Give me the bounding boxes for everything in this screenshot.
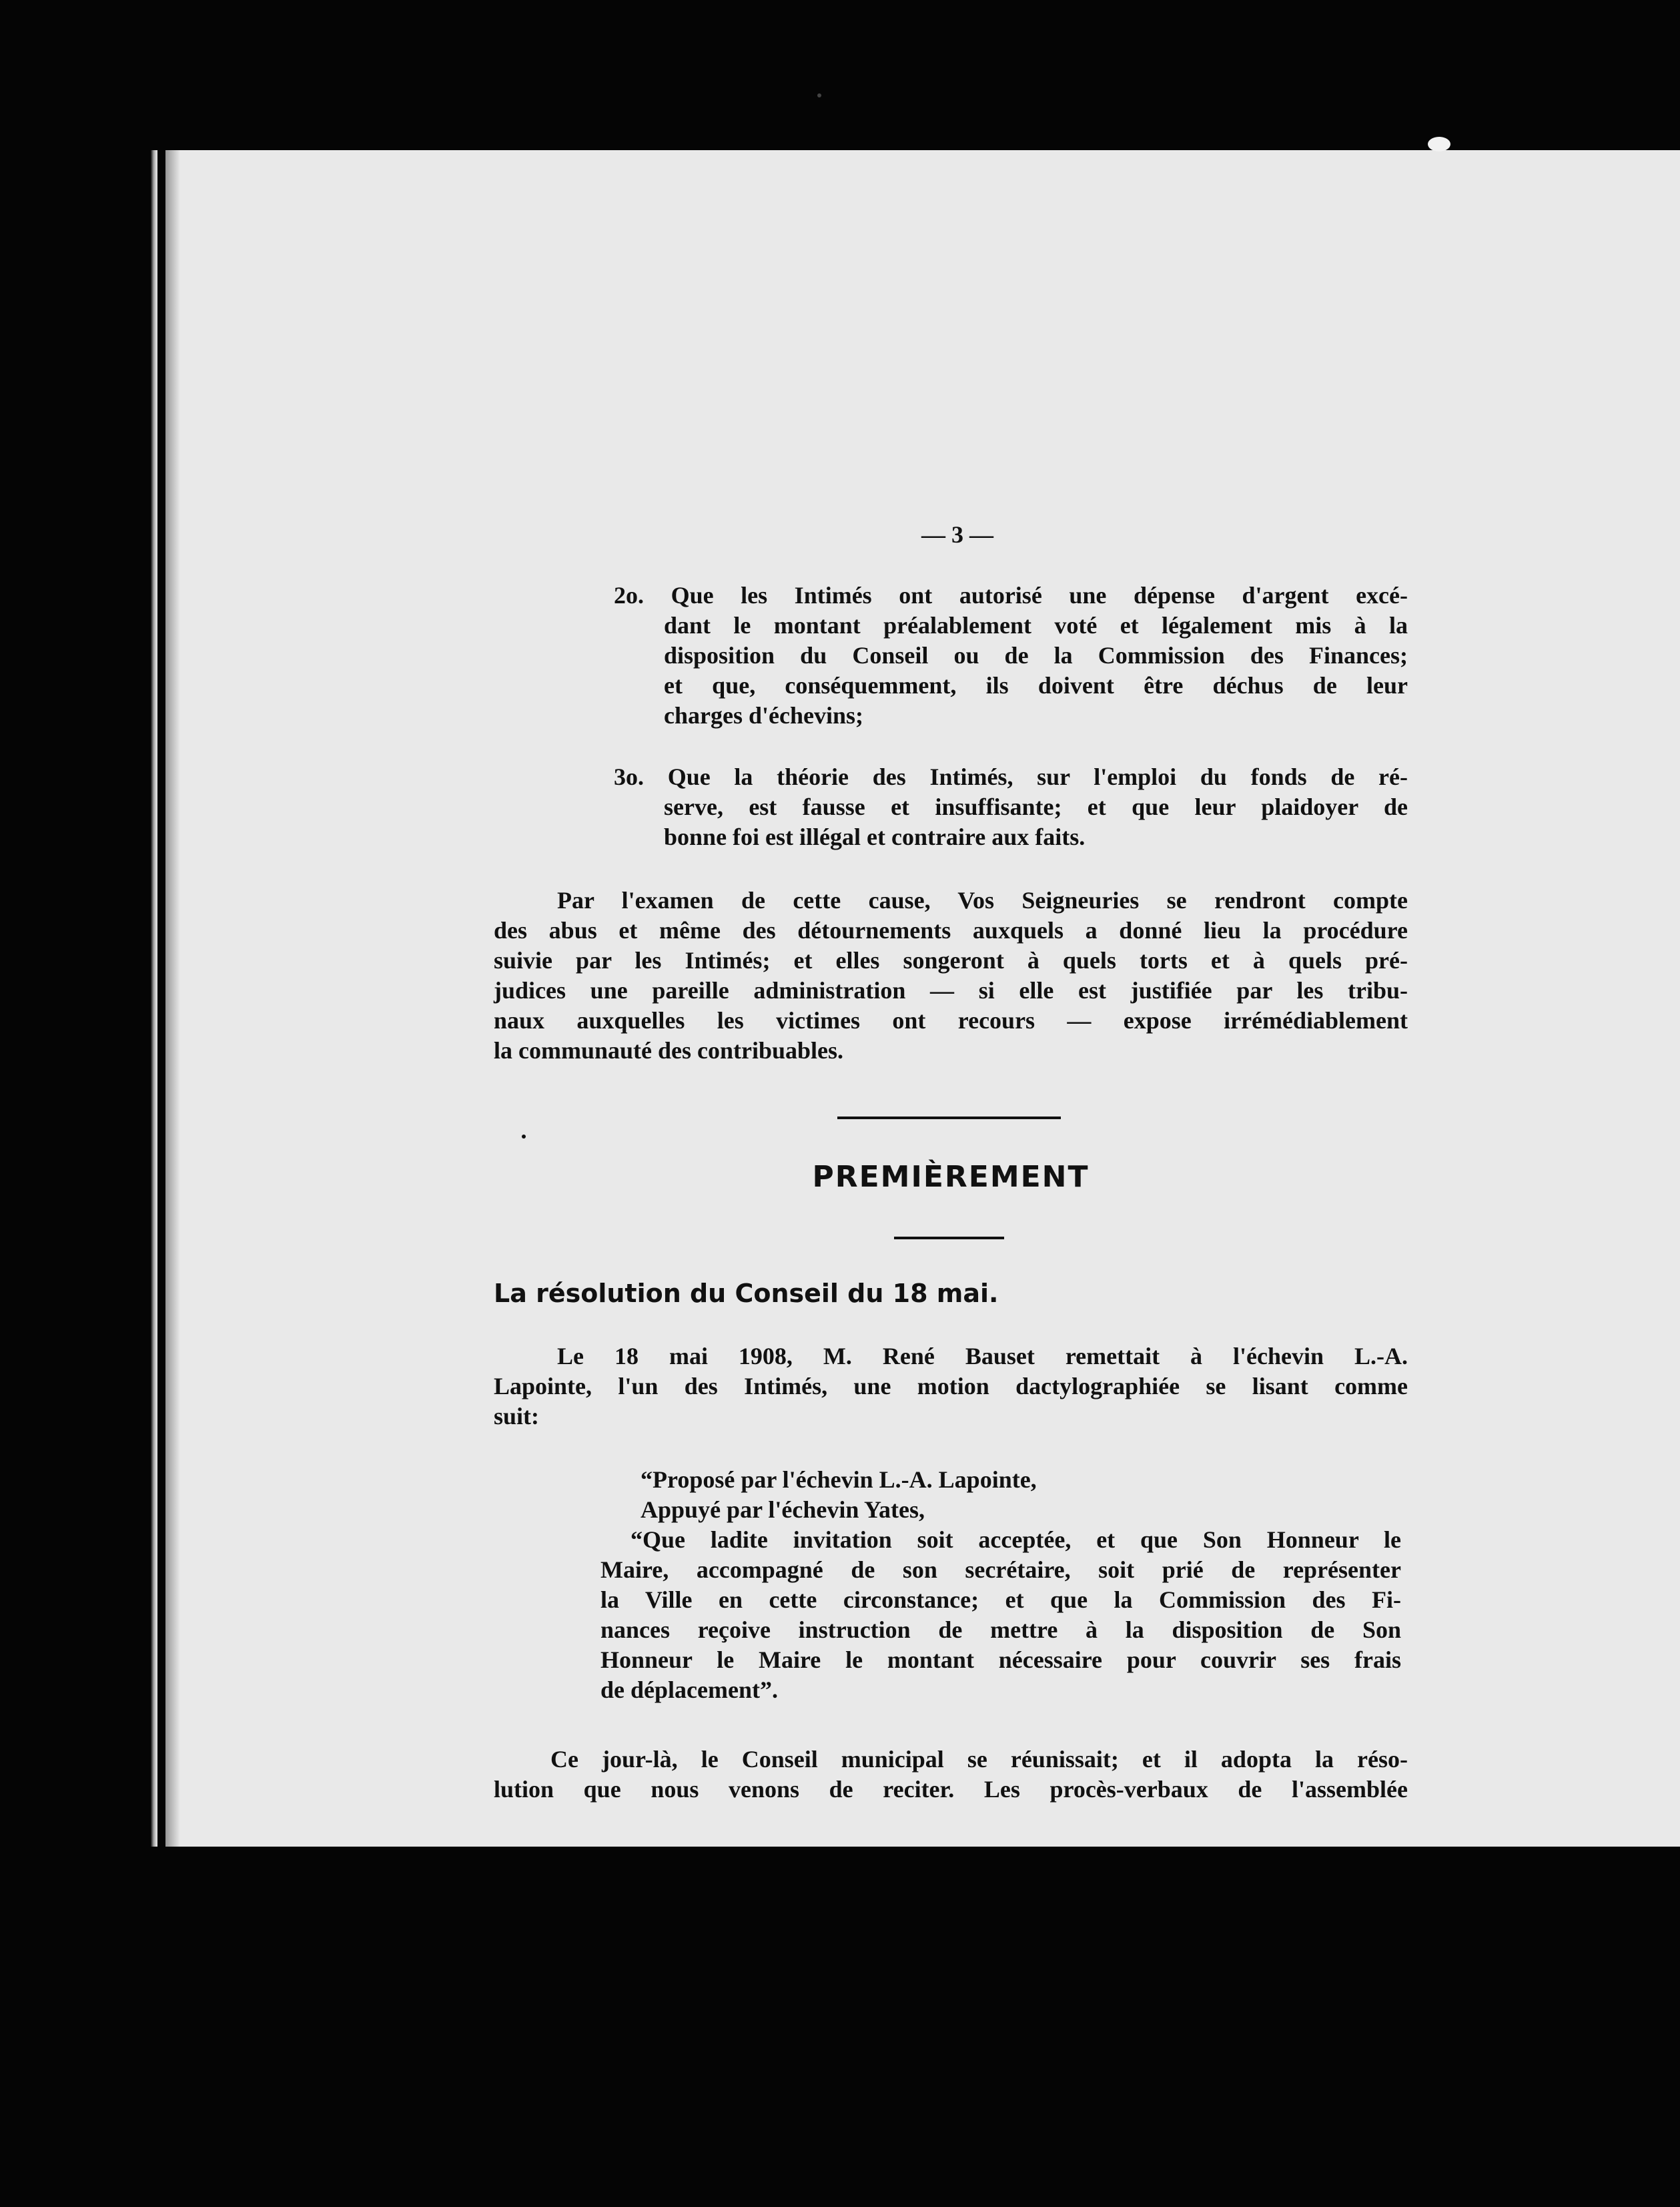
- subheading: La résolution du Conseil du 18 mai.: [494, 1279, 999, 1308]
- section-heading: PREMIÈREMENT: [812, 1160, 1090, 1194]
- text-line: naux auxquelles les victimes ont recours — expose irrémédiablement: [494, 1007, 1408, 1034]
- text-line: Honneur le Maire le montant nécessaire pour couvrir ses frais: [600, 1646, 1401, 1673]
- text-line: et que, conséquemment, ils doivent être déchus de leur: [664, 672, 1408, 699]
- page-number: — 3 —: [921, 521, 993, 548]
- text-line: la Ville en cette circonstance; et que la Commission des Fi-: [600, 1586, 1401, 1613]
- text-line: lution que nous venons de reciter. Les procès-verbaux de l'assemblée: [494, 1776, 1408, 1803]
- text-line: nances reçoive instruction de mettre à la disposition de Son: [600, 1616, 1401, 1643]
- text-line: suivie par les Intimés; et elles songeront à quels torts et à quels pré-: [494, 947, 1408, 974]
- horizontal-rule: [894, 1237, 1004, 1239]
- text-line: Lapointe, l'un des Intimés, une motion dactylographiée se lisant comme: [494, 1373, 1408, 1399]
- text-line: Par l'examen de cette cause, Vos Seigneuries se rendront compte: [557, 887, 1408, 914]
- horizontal-rule: [837, 1117, 1061, 1119]
- text-line: Le 18 mai 1908, M. René Bauset remettait à l'échevin L.-A.: [557, 1343, 1408, 1369]
- point-2: [614, 581, 1408, 731]
- text-line: charges d'échevins;: [664, 702, 863, 729]
- dust-speck: [817, 93, 821, 97]
- text-line: “Que ladite invitation soit acceptée, et que Son Honneur le: [631, 1526, 1401, 1553]
- paragraph-motion: [494, 1341, 1408, 1432]
- text-line: disposition du Conseil ou de la Commission des Finances;: [664, 642, 1408, 669]
- paragraph-conseil: [494, 1745, 1408, 1805]
- page-edge-shadow: [151, 150, 157, 1847]
- text-line: bonne foi est illégal et contraire aux faits.: [664, 824, 1086, 850]
- paper-fleck: [1428, 137, 1450, 151]
- point-3: [614, 762, 1408, 852]
- text-line: serve, est fausse et insuffisante; et que leur plaidoyer de: [664, 794, 1408, 820]
- page-fold-shade: [165, 150, 180, 1847]
- text-line: Ce jour-là, le Conseil municipal se réunissait; et il adopta la réso-: [550, 1746, 1408, 1773]
- text-line: dant le montant préalablement voté et légalement mis à la: [664, 612, 1408, 639]
- text-line: suit:: [494, 1403, 540, 1430]
- text-line: judices une pareille administration — si elle est justifiée par les tribu-: [494, 977, 1408, 1004]
- quoted-motion: [600, 1465, 1401, 1705]
- dust-speck: [522, 1135, 526, 1139]
- text-line: de déplacement”.: [600, 1676, 778, 1703]
- text-line: des abus et même des détournements auxquels a donné lieu la procédure: [494, 917, 1408, 944]
- paragraph-examen: [494, 886, 1408, 1066]
- text-line: “Proposé par l'échevin L.-A. Lapointe,: [641, 1466, 1037, 1493]
- text-line: la communauté des contribuables.: [494, 1037, 844, 1064]
- text-line: 3o. Que la théorie des Intimés, sur l'emploi du fonds de ré-: [614, 763, 1408, 790]
- text-line: Maire, accompagné de son secrétaire, soit prié de représenter: [600, 1556, 1401, 1583]
- text-line: 2o. Que les Intimés ont autorisé une dépense d'argent excé-: [614, 582, 1408, 609]
- text-line: Appuyé par l'échevin Yates,: [641, 1496, 925, 1523]
